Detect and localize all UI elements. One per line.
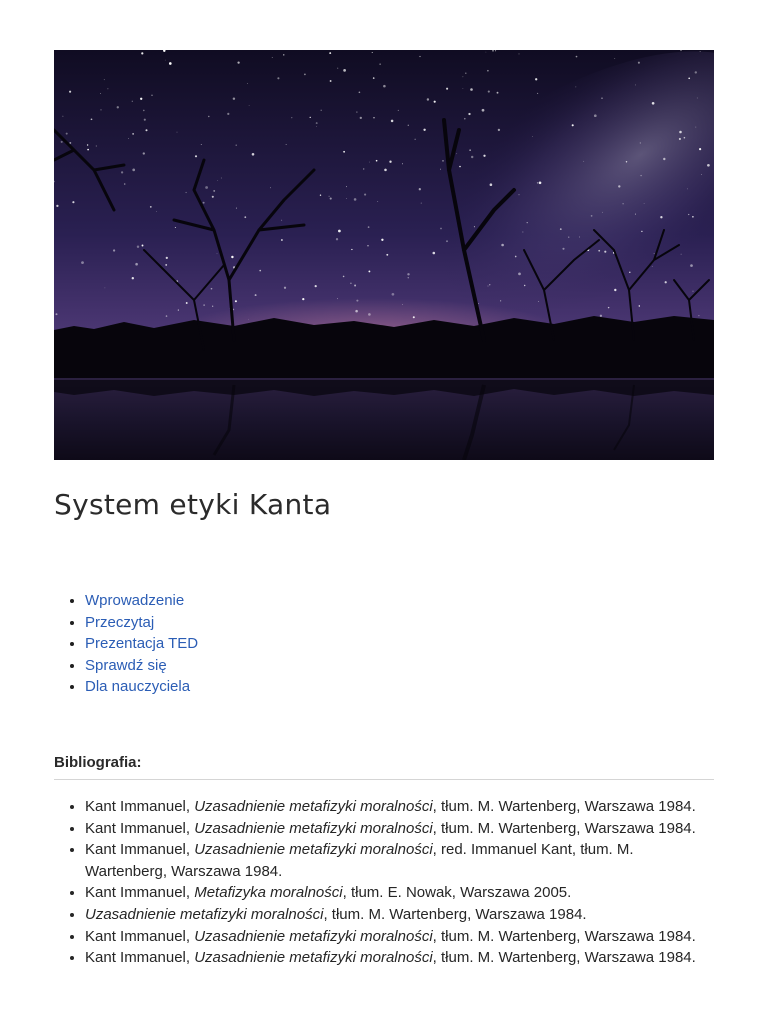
bibliography-item xyxy=(85,839,714,882)
star xyxy=(72,201,74,203)
star xyxy=(415,139,416,140)
star xyxy=(144,119,146,121)
star xyxy=(652,266,653,267)
star xyxy=(96,145,97,146)
star xyxy=(489,284,490,285)
star xyxy=(539,181,542,184)
star xyxy=(537,182,538,183)
star xyxy=(392,293,395,296)
nav-link-prezentacja-ted[interactable]: Prezentacja TED xyxy=(85,635,199,653)
star xyxy=(381,239,383,241)
star xyxy=(700,51,701,52)
star xyxy=(356,112,357,113)
star xyxy=(688,77,690,79)
star xyxy=(594,114,597,117)
star xyxy=(471,156,473,158)
star xyxy=(213,190,215,192)
star xyxy=(337,298,338,299)
star xyxy=(524,285,525,286)
star xyxy=(66,133,68,135)
star xyxy=(456,153,457,154)
bib-title: Uzasadnienie metafizyki moralności xyxy=(194,798,433,815)
star xyxy=(446,88,448,90)
star xyxy=(143,110,145,112)
star xyxy=(338,230,341,233)
star xyxy=(343,276,345,278)
star xyxy=(135,263,138,266)
star xyxy=(376,160,378,162)
star xyxy=(336,238,338,240)
star xyxy=(236,145,237,146)
star xyxy=(315,285,317,287)
star xyxy=(252,153,255,156)
star xyxy=(247,83,248,84)
star xyxy=(62,116,63,117)
bib-details: , tłum. M. Wartenberg, Warszawa 1984. xyxy=(432,819,696,837)
star xyxy=(132,277,134,279)
star xyxy=(421,203,422,204)
star xyxy=(104,79,105,80)
star xyxy=(408,277,409,278)
star xyxy=(687,189,688,190)
star xyxy=(69,91,71,93)
bib-author: Kant Immanuel, xyxy=(85,798,195,815)
star xyxy=(367,245,368,246)
bib-title: Uzasadnienie metafizyki moralności xyxy=(85,905,324,923)
star xyxy=(408,125,409,126)
star xyxy=(105,288,106,289)
star xyxy=(227,113,229,115)
star xyxy=(486,52,487,53)
star xyxy=(389,161,391,163)
star xyxy=(217,180,218,181)
star xyxy=(384,169,387,172)
star xyxy=(568,237,569,238)
star xyxy=(459,166,461,168)
star xyxy=(386,254,388,256)
star xyxy=(101,109,102,110)
star xyxy=(350,283,352,285)
star xyxy=(535,78,537,80)
star xyxy=(699,148,701,150)
bib-title: Uzasadnienie metafizyki moralności xyxy=(194,949,433,967)
star xyxy=(343,69,346,72)
star xyxy=(583,161,584,162)
star xyxy=(178,310,179,311)
night-sky-illustration xyxy=(54,50,714,460)
star xyxy=(562,248,564,250)
star xyxy=(377,201,378,202)
star xyxy=(468,113,470,115)
star xyxy=(233,97,235,99)
star xyxy=(87,149,89,151)
star xyxy=(695,127,696,128)
star xyxy=(330,80,332,82)
star xyxy=(591,215,593,217)
bib-author: Kant Immanuel, xyxy=(85,949,195,967)
star xyxy=(602,212,603,213)
star xyxy=(132,101,133,102)
star xyxy=(143,152,145,154)
star xyxy=(286,144,287,145)
star xyxy=(320,195,321,196)
star xyxy=(635,214,636,215)
star xyxy=(501,244,504,247)
star xyxy=(695,71,697,73)
star xyxy=(56,205,58,207)
star xyxy=(142,245,144,247)
star xyxy=(284,287,286,289)
nav-link-przeczytaj[interactable]: Przeczytaj xyxy=(85,613,155,631)
star xyxy=(407,273,409,275)
star xyxy=(185,192,186,193)
star xyxy=(692,291,693,292)
star xyxy=(166,257,168,259)
star xyxy=(208,116,209,117)
star xyxy=(465,73,466,74)
star xyxy=(337,68,338,69)
star xyxy=(107,88,108,89)
star xyxy=(598,250,600,252)
star xyxy=(304,74,306,76)
star xyxy=(474,226,475,227)
star xyxy=(579,237,580,238)
bib-author: Kant Immanuel, xyxy=(85,841,195,859)
star xyxy=(515,256,517,258)
star xyxy=(212,196,214,198)
star xyxy=(169,62,172,65)
star xyxy=(608,307,609,308)
star xyxy=(81,261,84,264)
bib-details: , tłum. M. Wartenberg, Warszawa 1984. xyxy=(432,949,696,967)
bibliography-heading: Bibliografia: xyxy=(54,754,714,780)
star xyxy=(427,98,429,100)
star xyxy=(684,137,686,139)
star xyxy=(498,129,500,131)
star xyxy=(368,270,370,272)
star xyxy=(497,92,499,94)
star xyxy=(495,50,496,51)
star xyxy=(354,198,357,201)
star xyxy=(346,198,347,199)
star xyxy=(141,52,143,54)
nav-item xyxy=(85,612,198,634)
star xyxy=(402,163,403,164)
star xyxy=(316,122,318,124)
star xyxy=(363,168,364,169)
star xyxy=(697,98,698,99)
bibliography-item xyxy=(85,796,714,818)
bib-title: Uzasadnienie metafizyki moralności xyxy=(194,927,433,945)
star xyxy=(124,183,126,185)
nav-link-wprowadzenie[interactable]: Wprowadzenie xyxy=(85,592,185,609)
star xyxy=(217,253,218,254)
star xyxy=(488,91,490,93)
star xyxy=(575,86,576,87)
star xyxy=(640,175,641,176)
star xyxy=(283,54,284,55)
star xyxy=(277,77,279,79)
star xyxy=(281,239,283,241)
star xyxy=(701,174,702,175)
star xyxy=(236,208,237,209)
star xyxy=(463,88,464,89)
bib-title: Uzasadnienie metafizyki moralności xyxy=(194,819,433,837)
star xyxy=(121,171,123,173)
bib-title: Uzasadnienie metafizyki moralności xyxy=(194,841,433,859)
star xyxy=(660,216,662,218)
page-title: System etyki Kanta xyxy=(54,488,332,521)
star xyxy=(379,63,380,64)
star xyxy=(692,216,694,218)
star xyxy=(419,188,421,190)
bibliography-item xyxy=(85,818,714,840)
star xyxy=(346,186,347,187)
nav-item xyxy=(85,590,198,612)
star xyxy=(663,158,665,160)
star xyxy=(359,91,361,93)
bib-details: , tłum. E. Nowak, Warszawa 2005. xyxy=(342,884,572,902)
star xyxy=(538,301,539,302)
star xyxy=(320,110,321,111)
star xyxy=(368,226,370,228)
nav-item xyxy=(85,633,198,655)
star xyxy=(175,227,176,228)
star xyxy=(237,61,239,63)
star xyxy=(132,133,134,135)
star xyxy=(440,169,441,170)
star xyxy=(492,50,494,52)
star xyxy=(487,285,488,286)
star xyxy=(310,117,311,118)
star xyxy=(330,198,332,200)
star xyxy=(500,300,501,301)
star xyxy=(614,58,615,59)
bibliography-item xyxy=(85,904,714,926)
star xyxy=(622,203,623,204)
star xyxy=(150,206,152,208)
star xyxy=(688,214,689,215)
star xyxy=(364,194,366,196)
star xyxy=(482,109,485,112)
star xyxy=(360,117,362,119)
star xyxy=(291,117,292,118)
star xyxy=(211,288,213,290)
star xyxy=(635,84,636,85)
star xyxy=(91,118,93,120)
star xyxy=(137,245,139,247)
star xyxy=(391,120,394,123)
star xyxy=(270,187,271,188)
star xyxy=(249,105,250,106)
star xyxy=(434,101,436,103)
star xyxy=(165,60,166,61)
star xyxy=(604,251,606,253)
star xyxy=(140,98,142,100)
bib-details: , red. Immanuel Kant, tłum. M. Wartenberg, Warszawa 1984. xyxy=(85,841,634,880)
star xyxy=(302,298,304,300)
star xyxy=(177,132,178,133)
nav-link-sprawdz-sie[interactable]: Sprawdź się xyxy=(85,656,167,674)
star xyxy=(654,253,655,254)
star xyxy=(201,144,202,145)
star xyxy=(231,256,233,258)
star xyxy=(519,194,520,195)
star xyxy=(527,222,528,223)
star xyxy=(87,144,88,145)
star xyxy=(601,98,602,99)
star xyxy=(463,76,464,77)
hero-image xyxy=(54,50,714,460)
star xyxy=(518,273,521,276)
star xyxy=(165,264,167,266)
nav-item xyxy=(85,676,198,698)
star xyxy=(100,93,101,94)
star xyxy=(690,264,693,267)
star xyxy=(56,313,58,315)
bibliography-list xyxy=(54,796,714,969)
star xyxy=(626,161,627,162)
star xyxy=(255,294,257,296)
star xyxy=(641,231,642,232)
star xyxy=(166,315,168,317)
star xyxy=(244,216,246,218)
star xyxy=(373,77,375,79)
star xyxy=(442,160,443,161)
star xyxy=(532,136,533,137)
star xyxy=(329,52,331,54)
star xyxy=(433,252,436,255)
star xyxy=(259,270,261,272)
bib-details: , tłum. M. Wartenberg, Warszawa 1984. xyxy=(432,927,696,945)
star xyxy=(248,319,249,320)
star xyxy=(212,306,213,307)
star xyxy=(639,305,640,306)
star xyxy=(652,102,655,105)
star xyxy=(398,110,399,111)
bib-title: Metafizyka moralności xyxy=(194,884,343,902)
star xyxy=(281,220,282,221)
bib-details: , tłum. M. Wartenberg, Warszawa 1984. xyxy=(323,905,587,923)
star xyxy=(523,232,524,233)
star xyxy=(638,62,640,64)
star xyxy=(205,186,208,189)
star xyxy=(383,85,386,88)
star xyxy=(117,106,119,108)
star xyxy=(470,88,473,91)
star xyxy=(446,240,448,242)
star xyxy=(351,249,352,250)
star xyxy=(373,117,374,118)
star xyxy=(681,254,682,255)
star xyxy=(372,52,373,53)
bib-author: Kant Immanuel, xyxy=(85,927,195,945)
star xyxy=(355,310,358,313)
star xyxy=(640,142,641,143)
star xyxy=(235,300,237,302)
star xyxy=(679,138,681,140)
star xyxy=(483,155,485,157)
star xyxy=(469,149,470,150)
star xyxy=(576,56,578,58)
bibliography-item xyxy=(85,947,714,969)
star xyxy=(600,315,602,317)
nav-item xyxy=(85,655,198,677)
star xyxy=(679,131,682,134)
star xyxy=(478,303,479,304)
star xyxy=(572,124,574,126)
bib-author: Kant Immanuel, xyxy=(85,884,195,902)
star xyxy=(113,249,115,251)
nav-link-dla-nauczyciela[interactable]: Dla nauczyciela xyxy=(85,678,191,696)
star xyxy=(368,313,371,316)
star xyxy=(487,70,489,72)
star xyxy=(221,178,222,179)
star xyxy=(329,196,330,197)
star xyxy=(629,272,630,273)
section-nav xyxy=(54,590,198,698)
star xyxy=(419,56,420,57)
star xyxy=(156,211,157,212)
star xyxy=(356,300,358,302)
star xyxy=(519,53,520,54)
star xyxy=(61,141,63,143)
star xyxy=(698,315,699,316)
star xyxy=(128,138,129,139)
star xyxy=(369,162,370,163)
bib-details: , tłum. M. Wartenberg, Warszawa 1984. xyxy=(432,798,696,815)
star xyxy=(186,302,188,304)
star xyxy=(354,285,356,287)
bib-author: Kant Immanuel, xyxy=(85,819,195,837)
star xyxy=(132,169,135,172)
star xyxy=(464,118,466,120)
star xyxy=(707,164,710,167)
bibliography-item xyxy=(85,926,714,948)
star xyxy=(644,203,645,204)
bibliography-item xyxy=(85,882,714,904)
star xyxy=(203,202,205,204)
star xyxy=(490,183,493,186)
star xyxy=(145,129,147,131)
star xyxy=(151,95,152,96)
star xyxy=(618,185,620,187)
star xyxy=(537,93,538,94)
star xyxy=(272,57,273,58)
star xyxy=(560,228,562,230)
star xyxy=(665,281,667,283)
star xyxy=(440,228,442,230)
star xyxy=(423,129,425,131)
star xyxy=(195,155,197,157)
star xyxy=(402,304,403,305)
star xyxy=(203,304,204,305)
star xyxy=(343,151,345,153)
star xyxy=(413,316,415,318)
star xyxy=(614,289,616,291)
star xyxy=(316,126,317,127)
